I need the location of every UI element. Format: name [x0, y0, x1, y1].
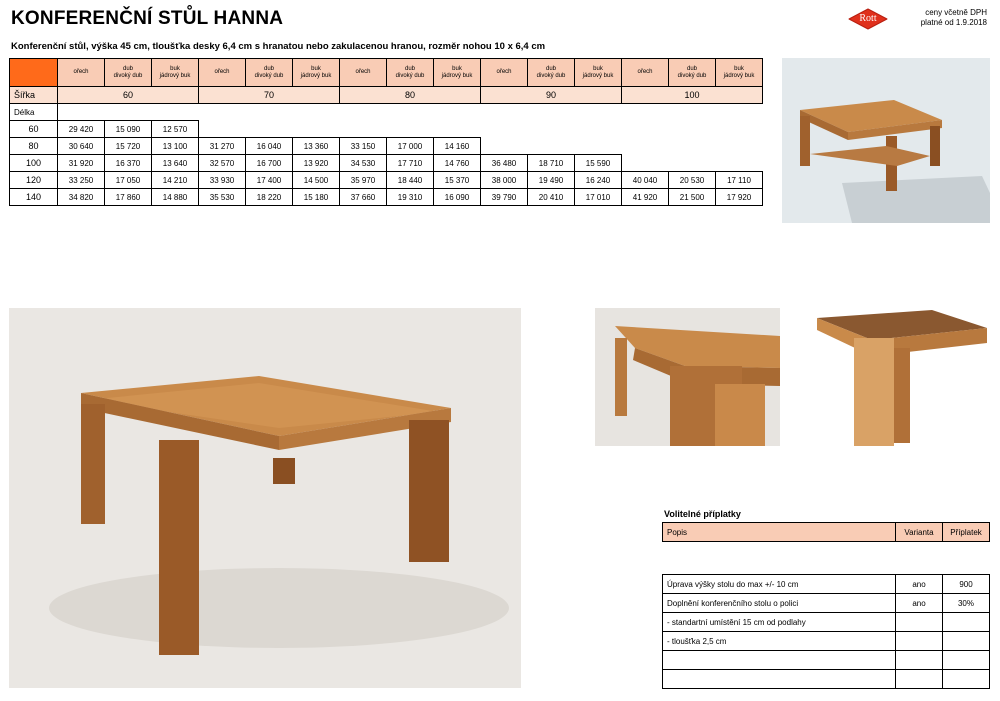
price-cell: 31 270 — [199, 138, 246, 155]
price-cell: 13 920 — [293, 155, 340, 172]
width-value: 60 — [58, 87, 199, 104]
price-cell: 31 920 — [58, 155, 105, 172]
price-cell: 17 860 — [105, 189, 152, 206]
sirka-label: Šířka — [10, 87, 58, 104]
leg-detail-photo — [812, 308, 990, 446]
price-cell: 19 490 — [528, 172, 575, 189]
wood-type-line1: buk — [311, 65, 321, 72]
wood-type-line1: buk — [452, 65, 462, 72]
options-priplatek-cell: 900 — [943, 575, 990, 594]
wood-type-header — [293, 59, 340, 87]
price-cell: 17 710 — [387, 155, 434, 172]
price-cell: 36 480 — [481, 155, 528, 172]
corner-detail-photo — [595, 308, 780, 446]
wood-type-header — [434, 59, 481, 87]
wood-type-line2: divoký dub — [113, 72, 143, 79]
wood-type-line1: ořech — [355, 69, 371, 75]
price-cell: 21 500 — [669, 189, 716, 206]
options-spacer — [896, 542, 943, 575]
length-value: 140 — [10, 189, 58, 206]
options-row — [663, 632, 990, 651]
wood-type-line2: jádrový buk — [441, 72, 473, 79]
options-popis-cell — [663, 670, 896, 689]
wood-type-line1: dub — [122, 65, 133, 72]
price-cell: 17 920 — [716, 189, 763, 206]
options-varianta-cell: ano — [896, 594, 943, 613]
wood-type-line2: divoký dub — [536, 72, 566, 79]
price-cell: 39 790 — [481, 189, 528, 206]
width-value: 80 — [340, 87, 481, 104]
width-value: 70 — [199, 87, 340, 104]
wood-type-line2: divoký dub — [395, 72, 425, 79]
length-value: 60 — [10, 121, 58, 138]
price-cell: 18 440 — [387, 172, 434, 189]
table-row — [10, 172, 763, 189]
wood-type-header — [669, 59, 716, 87]
wood-type-line1: ořech — [73, 69, 89, 75]
price-cell: 38 000 — [481, 172, 528, 189]
price-cell: 14 880 — [152, 189, 199, 206]
price-cell: 40 040 — [622, 172, 669, 189]
price-cell: 20 410 — [528, 189, 575, 206]
options-priplatek-cell — [943, 632, 990, 651]
options-row — [663, 613, 990, 632]
wood-type-line2: divoký dub — [254, 72, 284, 79]
price-cell: 12 570 — [152, 121, 199, 138]
price-cell: 14 500 — [293, 172, 340, 189]
price-cell: 17 400 — [246, 172, 293, 189]
wood-type-header — [528, 59, 575, 87]
options-table — [662, 522, 990, 689]
price-cell: 15 590 — [575, 155, 622, 172]
price-cell: 15 370 — [434, 172, 481, 189]
price-cell: 37 660 — [340, 189, 387, 206]
wood-type-header — [105, 59, 152, 87]
price-cell: 13 100 — [152, 138, 199, 155]
options-varianta-cell — [896, 632, 943, 651]
options-popis-cell — [663, 651, 896, 670]
price-table — [9, 58, 763, 206]
options-popis-cell: Úprava výšky stolu do max +/- 10 cm — [663, 575, 896, 594]
wood-type-header — [575, 59, 622, 87]
options-varianta-cell — [896, 670, 943, 689]
price-cell: 35 970 — [340, 172, 387, 189]
price-cell: 15 180 — [293, 189, 340, 206]
price-cell: 16 700 — [246, 155, 293, 172]
table-with-shelf-photo — [782, 58, 990, 223]
logo-text: Rott — [859, 13, 877, 24]
wood-type-header — [199, 59, 246, 87]
price-cell: 16 370 — [105, 155, 152, 172]
wood-type-line2: divoký dub — [677, 72, 707, 79]
price-cell: 32 570 — [199, 155, 246, 172]
table-row — [10, 155, 763, 172]
price-cell: 17 000 — [387, 138, 434, 155]
wood-type-header — [481, 59, 528, 87]
options-header-priplatek: Příplatek — [943, 523, 990, 542]
options-header-varianta: Varianta — [896, 523, 943, 542]
options-row — [663, 651, 990, 670]
options-varianta-cell — [896, 651, 943, 670]
price-cell: 14 210 — [152, 172, 199, 189]
price-cell: 15 720 — [105, 138, 152, 155]
options-title: Volitelné příplatky — [664, 509, 741, 519]
length-value: 80 — [10, 138, 58, 155]
price-note — [921, 8, 987, 28]
price-cell: 17 050 — [105, 172, 152, 189]
price-cell: 34 820 — [58, 189, 105, 206]
price-cell: 19 310 — [387, 189, 434, 206]
price-cell: 34 530 — [340, 155, 387, 172]
main-table-photo — [9, 308, 521, 688]
options-varianta-cell — [896, 613, 943, 632]
wood-type-line1: ořech — [496, 69, 512, 75]
price-cell: 18 220 — [246, 189, 293, 206]
price-cell: 35 530 — [199, 189, 246, 206]
price-cell: 30 640 — [58, 138, 105, 155]
wood-type-header — [622, 59, 669, 87]
wood-type-line2: jádrový buk — [582, 72, 614, 79]
wood-type-header — [340, 59, 387, 87]
table-row — [10, 121, 763, 138]
price-cell: 14 760 — [434, 155, 481, 172]
wood-type-header — [246, 59, 293, 87]
wood-type-line1: dub — [686, 65, 697, 72]
price-cell: 13 640 — [152, 155, 199, 172]
length-value: 100 — [10, 155, 58, 172]
wood-type-header — [716, 59, 763, 87]
header-corner — [10, 59, 58, 87]
wood-type-line1: buk — [170, 65, 180, 72]
options-spacer — [943, 542, 990, 575]
width-value: 90 — [481, 87, 622, 104]
options-row — [663, 670, 990, 689]
options-varianta-cell: ano — [896, 575, 943, 594]
wood-type-line1: buk — [734, 65, 744, 72]
price-cell: 20 530 — [669, 172, 716, 189]
wood-type-header — [152, 59, 199, 87]
wood-type-line2: jádrový buk — [300, 72, 332, 79]
wood-type-header — [387, 59, 434, 87]
delka-label: Délka — [10, 104, 58, 121]
options-header-popis: Popis — [663, 523, 896, 542]
options-priplatek-cell — [943, 613, 990, 632]
wood-type-line1: ořech — [214, 69, 230, 75]
price-cell: 33 150 — [340, 138, 387, 155]
wood-type-line1: dub — [545, 65, 556, 72]
wood-type-line2: jádrový buk — [723, 72, 755, 79]
options-row — [663, 594, 990, 613]
price-note-line1: ceny včetně DPH — [925, 8, 987, 17]
price-cell: 16 240 — [575, 172, 622, 189]
page-subtitle: Konferenční stůl, výška 45 cm, tloušťka desky 6,4 cm s hranatou nebo zakulacenou hranou, rozměr nohou 10 x 6,4 cm — [11, 41, 546, 52]
wood-type-line1: ořech — [637, 69, 653, 75]
price-cell: 15 090 — [105, 121, 152, 138]
price-cell: 14 160 — [434, 138, 481, 155]
options-popis-cell: - standartní umístění 15 cm od podlahy — [663, 613, 896, 632]
wood-type-line1: dub — [404, 65, 415, 72]
options-popis-cell: Doplnění konferenčního stolu o polici — [663, 594, 896, 613]
price-cell: 33 250 — [58, 172, 105, 189]
wood-type-line1: dub — [263, 65, 274, 72]
price-cell: 13 360 — [293, 138, 340, 155]
length-value: 120 — [10, 172, 58, 189]
wood-type-header — [58, 59, 105, 87]
table-row — [10, 189, 763, 206]
price-cell: 29 420 — [58, 121, 105, 138]
price-cell: 17 110 — [716, 172, 763, 189]
price-cell: 18 710 — [528, 155, 575, 172]
table-row — [10, 138, 763, 155]
price-cell: 17 010 — [575, 189, 622, 206]
price-cell: 33 930 — [199, 172, 246, 189]
price-cell: 16 040 — [246, 138, 293, 155]
options-row — [663, 575, 990, 594]
options-priplatek-cell: 30% — [943, 594, 990, 613]
price-note-line2: platné od 1.9.2018 — [920, 18, 987, 27]
page-title: KONFERENČNÍ STŮL HANNA — [11, 8, 284, 29]
options-popis-cell: - tloušťka 2,5 cm — [663, 632, 896, 651]
width-value: 100 — [622, 87, 763, 104]
options-priplatek-cell — [943, 651, 990, 670]
options-spacer — [663, 542, 896, 575]
options-priplatek-cell — [943, 670, 990, 689]
wood-type-line1: buk — [593, 65, 603, 72]
wood-type-line2: jádrový buk — [159, 72, 191, 79]
price-cell: 41 920 — [622, 189, 669, 206]
price-cell: 16 090 — [434, 189, 481, 206]
